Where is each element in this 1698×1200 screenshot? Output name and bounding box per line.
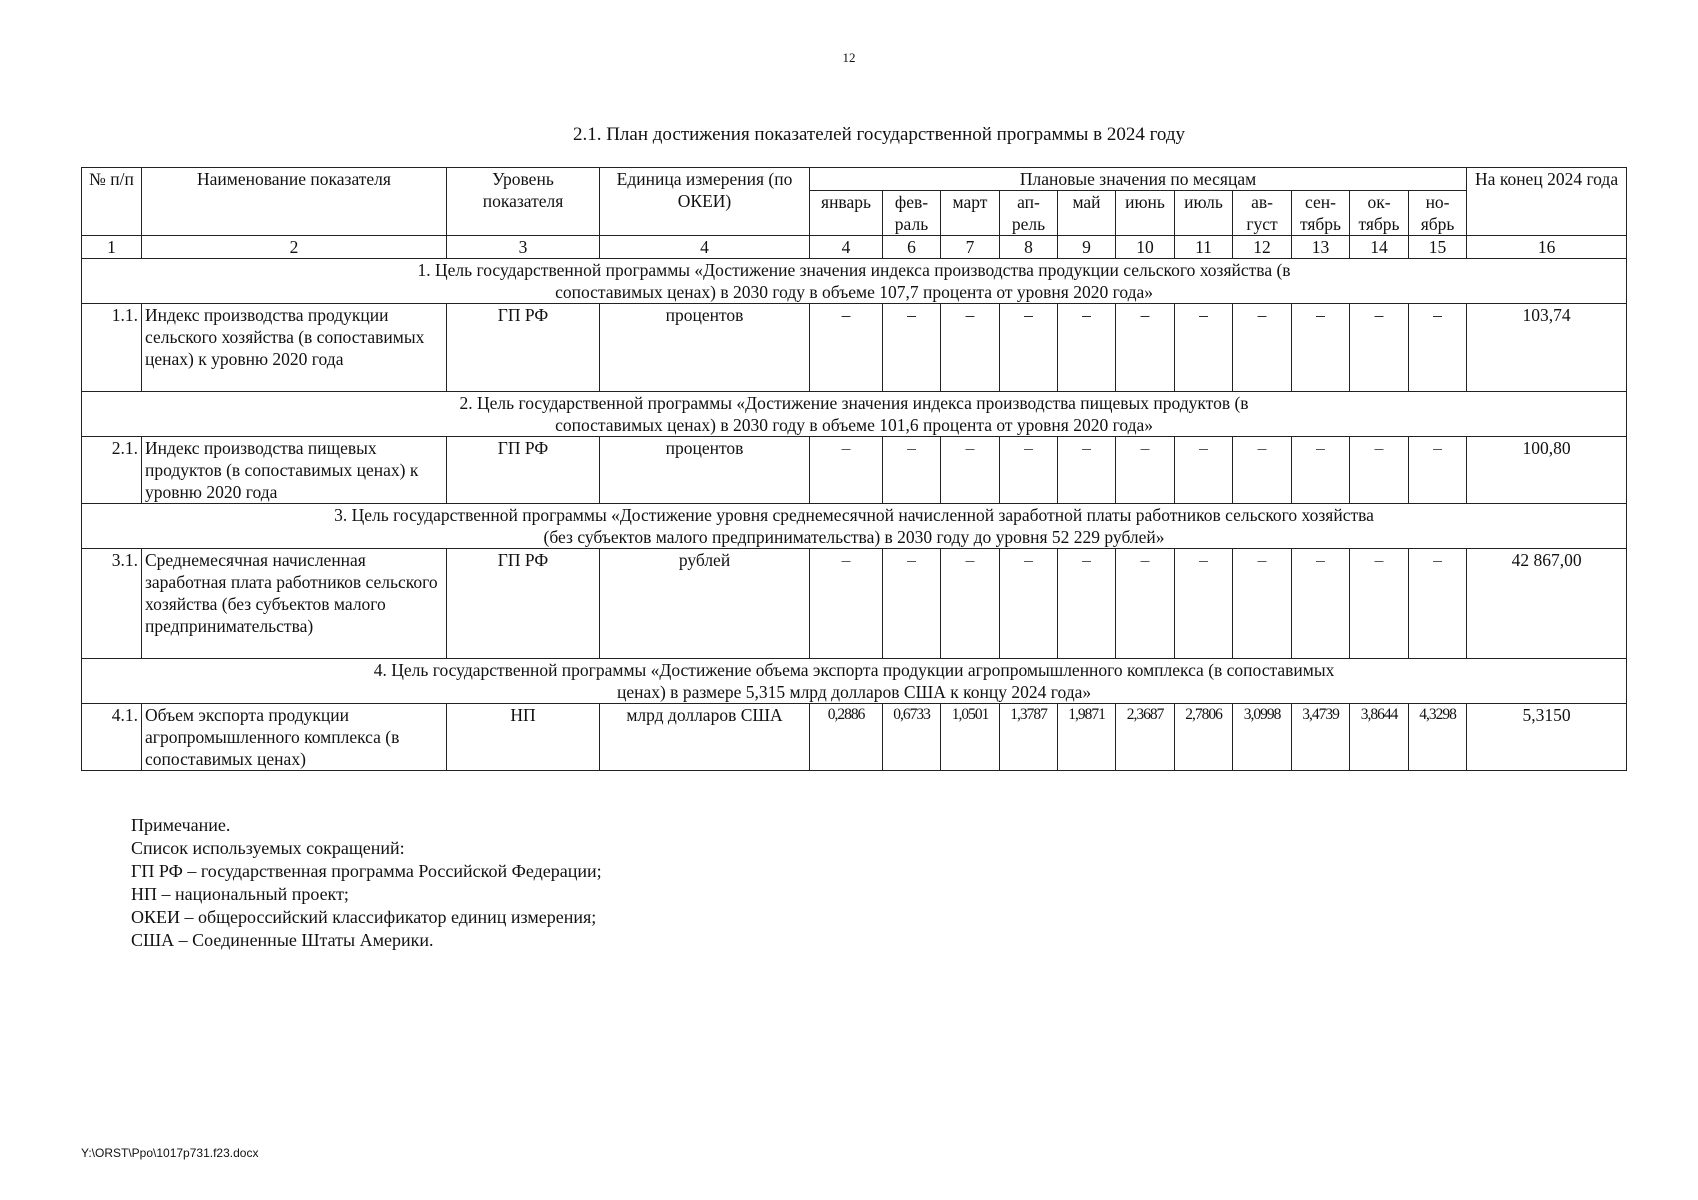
abbreviation-item: США – Соединенные Штаты Америки.: [131, 930, 434, 950]
month-value: 1,9871: [1058, 704, 1116, 771]
header-month: июль: [1175, 191, 1233, 236]
month-value: –: [1409, 304, 1467, 392]
month-value: –: [1000, 304, 1058, 392]
indicator-name: Индекс производства продукции сельского хозяйства (в сопоставимых ценах) к уровню 2020 года: [142, 304, 447, 392]
abbreviation-item: ОКЕИ – общероссийский классификатор единиц измерения;: [131, 907, 597, 927]
column-number: 15: [1409, 236, 1467, 259]
month-value: 0,6733: [883, 704, 941, 771]
month-value: –: [1116, 549, 1175, 659]
file-path-footer: Y:\ORST\Ppo\1017p731.f23.docx: [81, 1146, 259, 1160]
month-value: 2,7806: [1175, 704, 1233, 771]
header-month: сен-тябрь: [1292, 191, 1350, 236]
month-value: –: [1058, 437, 1116, 504]
column-number: 3: [447, 236, 600, 259]
year-end-value: 42 867,00: [1467, 549, 1627, 659]
column-number: 10: [1116, 236, 1175, 259]
month-value: –: [810, 304, 883, 392]
indicator-level: НП: [447, 704, 600, 771]
column-number: 14: [1350, 236, 1409, 259]
month-value: –: [1409, 549, 1467, 659]
month-value: –: [1409, 437, 1467, 504]
column-number: 1: [82, 236, 142, 259]
month-value: –: [1000, 549, 1058, 659]
year-end-value: 103,74: [1467, 304, 1627, 392]
column-number: 9: [1058, 236, 1116, 259]
table-row: [82, 549, 1627, 659]
month-value: 3,8644: [1350, 704, 1409, 771]
goal-row: [82, 259, 1627, 304]
month-value: –: [1292, 437, 1350, 504]
header-month: май: [1058, 191, 1116, 236]
month-value: –: [1175, 549, 1233, 659]
month-value: 0,2886: [810, 704, 883, 771]
header-month: но-ябрь: [1409, 191, 1467, 236]
month-value: –: [810, 437, 883, 504]
month-value: –: [1292, 549, 1350, 659]
year-end-value: 100,80: [1467, 437, 1627, 504]
month-value: –: [941, 304, 1000, 392]
indicators-table: [81, 167, 1627, 771]
month-value: –: [1058, 304, 1116, 392]
column-number: 4: [810, 236, 883, 259]
year-end-value: 5,3150: [1467, 704, 1627, 771]
goal-1-text: 1. Цель государственной программы «Достижение значения индекса производства продукции сельского хозяйства (в сопоставимых ценах) в 2030 году в объеме 107,7 процента от уровня 2020 года»: [82, 259, 1627, 304]
month-value: 4,3298: [1409, 704, 1467, 771]
month-value: –: [883, 549, 941, 659]
header-month: ок-тябрь: [1350, 191, 1409, 236]
indicator-name: Среднемесячная начисленная заработная плата работников сельского хозяйства (без субъектов малого предпринимательства): [142, 549, 447, 659]
goal-2-text: 2. Цель государственной программы «Достижение значения индекса производства пищевых продуктов (в сопоставимых ценах) в 2030 году в объеме 101,6 процента от уровня 2020 года»: [82, 392, 1627, 437]
column-number: 16: [1467, 236, 1627, 259]
goal-4-text: 4. Цель государственной программы «Достижение объема экспорта продукции агропромышленного комплекса (в сопоставимых ценах) в размере 5,315 млрд долларов США к концу 2024 года»: [82, 659, 1627, 704]
month-value: –: [1233, 437, 1292, 504]
header-month: март: [941, 191, 1000, 236]
goal-row: [82, 659, 1627, 704]
month-value: 1,3787: [1000, 704, 1058, 771]
month-value: –: [1116, 437, 1175, 504]
goal-row: [82, 504, 1627, 549]
goal-3-text: 3. Цель государственной программы «Достижение уровня среднемесячной начисленной заработной платы работников сельского хозяйства (без субъектов малого предпринимательства) в 2030 году до уровня 52 229 рублей»: [82, 504, 1627, 549]
indicator-unit: млрд долларов США: [600, 704, 810, 771]
indicator-name: Объем экспорта продукции агропромышленного комплекса (в сопоставимых ценах): [142, 704, 447, 771]
header-month: фев-раль: [883, 191, 941, 236]
column-number: 2: [142, 236, 447, 259]
indicator-name: Индекс производства пищевых продуктов (в сопоставимых ценах) к уровню 2020 года: [142, 437, 447, 504]
page-number: 12: [842, 50, 856, 65]
month-value: –: [941, 549, 1000, 659]
table-row: [82, 304, 1627, 392]
column-number: 7: [941, 236, 1000, 259]
page-title: 2.1. План достижения показателей государственной программы в 2024 году: [572, 124, 1186, 145]
column-number: 11: [1175, 236, 1233, 259]
month-value: –: [1000, 437, 1058, 504]
abbreviation-item: НП – национальный проект;: [131, 884, 349, 904]
header-monthly: Плановые значения по месяцам: [810, 168, 1467, 191]
month-value: –: [883, 437, 941, 504]
column-number: 12: [1233, 236, 1292, 259]
month-value: –: [1058, 549, 1116, 659]
header-month: июнь: [1116, 191, 1175, 236]
notes-title: Примечание.: [131, 815, 231, 835]
indicator-level: ГП РФ: [447, 437, 600, 504]
indicator-level: ГП РФ: [447, 549, 600, 659]
header-month: ав-густ: [1233, 191, 1292, 236]
header-month: ап-рель: [1000, 191, 1058, 236]
header-num: № п/п: [82, 168, 142, 236]
row-number: 3.1.: [82, 549, 142, 659]
month-value: –: [941, 437, 1000, 504]
month-value: –: [1175, 304, 1233, 392]
month-value: –: [883, 304, 941, 392]
month-value: –: [810, 549, 883, 659]
header-unit: Единица измерения (по ОКЕИ): [600, 168, 810, 236]
indicator-level: ГП РФ: [447, 304, 600, 392]
column-number: 8: [1000, 236, 1058, 259]
notes-section: [131, 814, 602, 952]
indicator-unit: процентов: [600, 304, 810, 392]
month-value: –: [1350, 549, 1409, 659]
table-row: [82, 437, 1627, 504]
indicator-unit: рублей: [600, 549, 810, 659]
indicator-unit: процентов: [600, 437, 810, 504]
column-number: 6: [883, 236, 941, 259]
month-value: –: [1292, 304, 1350, 392]
table-row: [82, 704, 1627, 771]
month-value: –: [1233, 549, 1292, 659]
month-value: –: [1116, 304, 1175, 392]
month-value: –: [1350, 437, 1409, 504]
notes-subtitle: Список используемых сокращений:: [131, 838, 405, 858]
header-year-end: На конец 2024 года: [1467, 168, 1627, 236]
header-name: Наименование показателя: [142, 168, 447, 236]
month-value: 3,4739: [1292, 704, 1350, 771]
month-value: –: [1233, 304, 1292, 392]
month-value: 3,0998: [1233, 704, 1292, 771]
goal-row: [82, 392, 1627, 437]
header-row-top: [82, 168, 1627, 191]
row-number: 4.1.: [82, 704, 142, 771]
month-value: –: [1175, 437, 1233, 504]
column-numbers-row: [82, 236, 1627, 259]
abbreviation-item: ГП РФ – государственная программа Российской Федерации;: [131, 861, 602, 881]
row-number: 2.1.: [82, 437, 142, 504]
month-value: –: [1350, 304, 1409, 392]
column-number: 4: [600, 236, 810, 259]
row-number: 1.1.: [82, 304, 142, 392]
month-value: 2,3687: [1116, 704, 1175, 771]
column-number: 13: [1292, 236, 1350, 259]
header-month: январь: [810, 191, 883, 236]
header-level: Уровень показателя: [447, 168, 600, 236]
month-value: 1,0501: [941, 704, 1000, 771]
